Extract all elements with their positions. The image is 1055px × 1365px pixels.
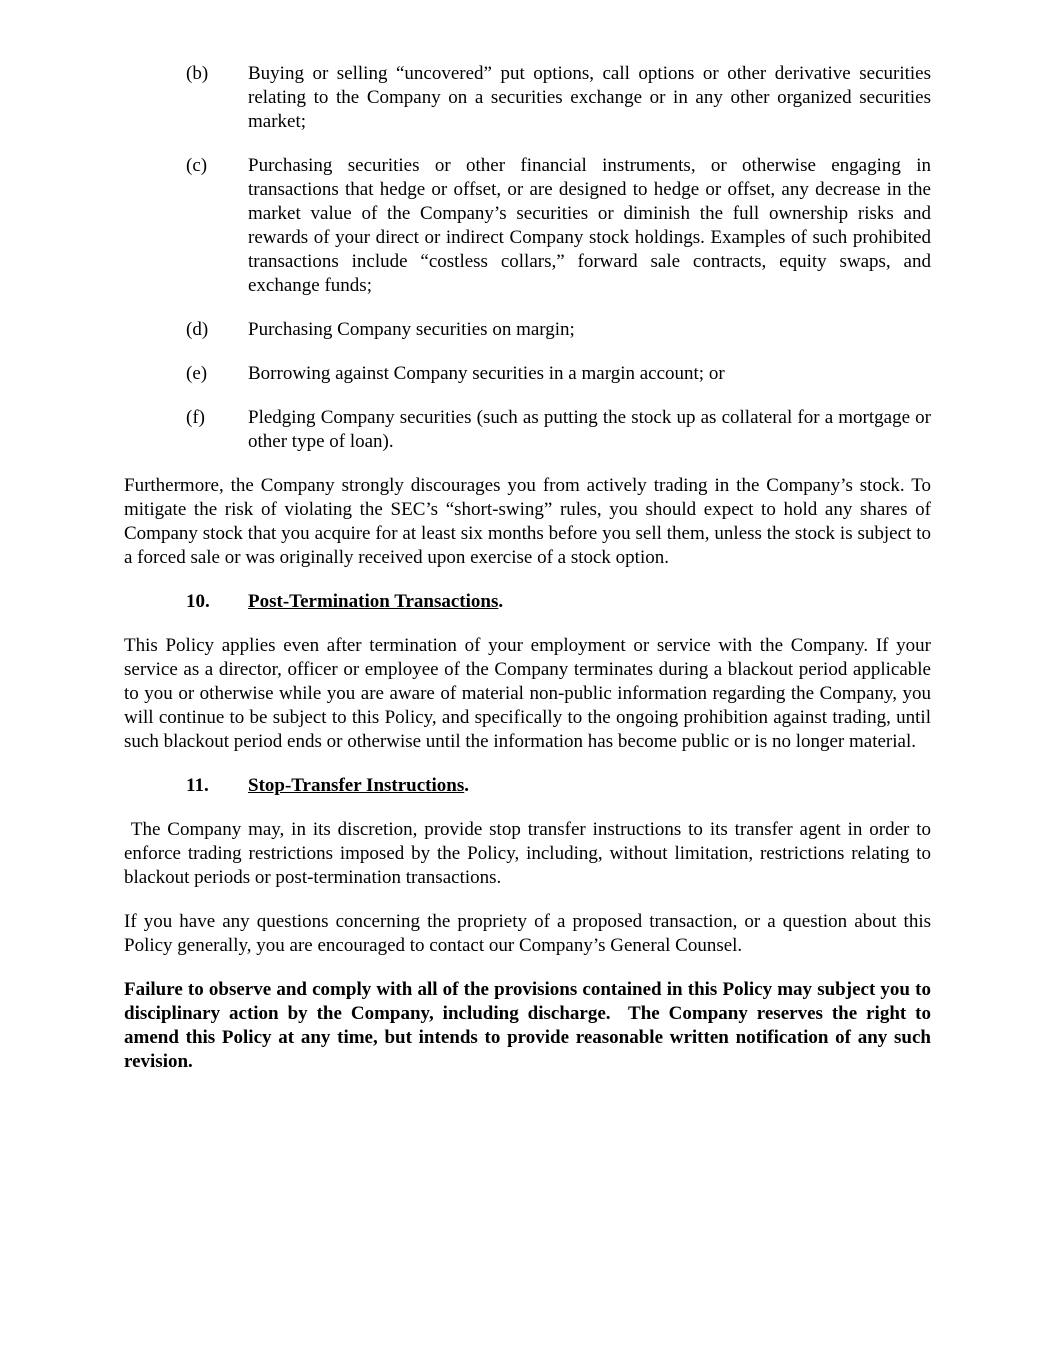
section-title-wrap (248, 774, 469, 798)
document-page (124, 62, 931, 1074)
list-item-text: Pledging Company securities (such as putting the stock up as collateral for a mortgage or other type of loan). (248, 407, 931, 452)
list-item-text: Purchasing securities or other financial instruments, or otherwise engaging in transactions that hedge or offset, or are designed to hedge or offset, any decrease in the market value of the Company’s securities or diminish the full ownership risks and rewards of your direct or indirect Company stock holdings. Examples of such prohibited transactions include “costless collars,” forward sale contracts, equity swaps, and exchange funds; (248, 155, 931, 296)
list-item-text: Borrowing against Company securities in a margin account; or (248, 363, 725, 384)
section-title: Stop-Transfer Instructions (248, 775, 465, 796)
section-title-punct: . (464, 775, 469, 796)
closing-warning-paragraph: Failure to observe and comply with all of the provisions contained in this Policy may subject you to disciplinary action by the Company, including discharge. The Company reserves the right to amend this Policy at any time, but intends to provide reasonable written notification of any such revision. (124, 979, 931, 1072)
list-marker: (c) (186, 155, 208, 176)
section-10-heading (186, 590, 931, 614)
list-marker: (d) (186, 319, 209, 340)
furthermore-paragraph: Furthermore, the Company strongly discourages you from actively trading in the Company’s stock. To mitigate the risk of violating the SEC’s “short-swing” rules, you should expect to hold any shares of Company stock that you acquire for at least six months before you sell them, unless the stock is subject to a forced sale or was originally received upon exercise of a stock option. (124, 475, 931, 568)
section-title-wrap (248, 590, 503, 614)
list-item-text: Buying or selling “uncovered” put options, call options or other derivative securities relating to the Company on a securities exchange or in any other organized securities market; (248, 63, 931, 132)
list-marker: (b) (186, 63, 209, 84)
list-item-d (186, 318, 931, 342)
section-title-punct: . (498, 591, 504, 612)
list-item-text: Purchasing Company securities on margin; (248, 319, 575, 340)
list-marker: (e) (186, 363, 208, 384)
section-number: 10. (186, 591, 210, 612)
section-11-body: The Company may, in its discretion, provide stop transfer instructions to its transfer agent in order to enforce trading restrictions imposed by the Policy, including, without limitation, restrictions relating to blackout periods or post-termination transactions. (124, 819, 931, 888)
list-item-b (186, 62, 931, 134)
list-item-c (186, 154, 931, 298)
list-item-f (186, 406, 931, 454)
section-10-body: This Policy applies even after termination of your employment or service with the Company. If your service as a director, officer or employee of the Company terminates during a blackout period applicable to you or otherwise while you are aware of material non-public information regarding the Company, you will continue to be subject to this Policy, and specifically to the ongoing prohibition against trading, until such blackout period ends or otherwise until the information has become public or is no longer material. (124, 635, 931, 752)
list-item-e (186, 362, 931, 386)
section-title: Post-Termination Transactions (248, 591, 499, 612)
list-marker: (f) (186, 407, 205, 428)
questions-paragraph: If you have any questions concerning the propriety of a proposed transaction, or a question about this Policy generally, you are encouraged to contact our Company’s General Counsel. (124, 911, 931, 956)
section-11-heading (186, 774, 931, 798)
section-number: 11. (186, 775, 209, 796)
